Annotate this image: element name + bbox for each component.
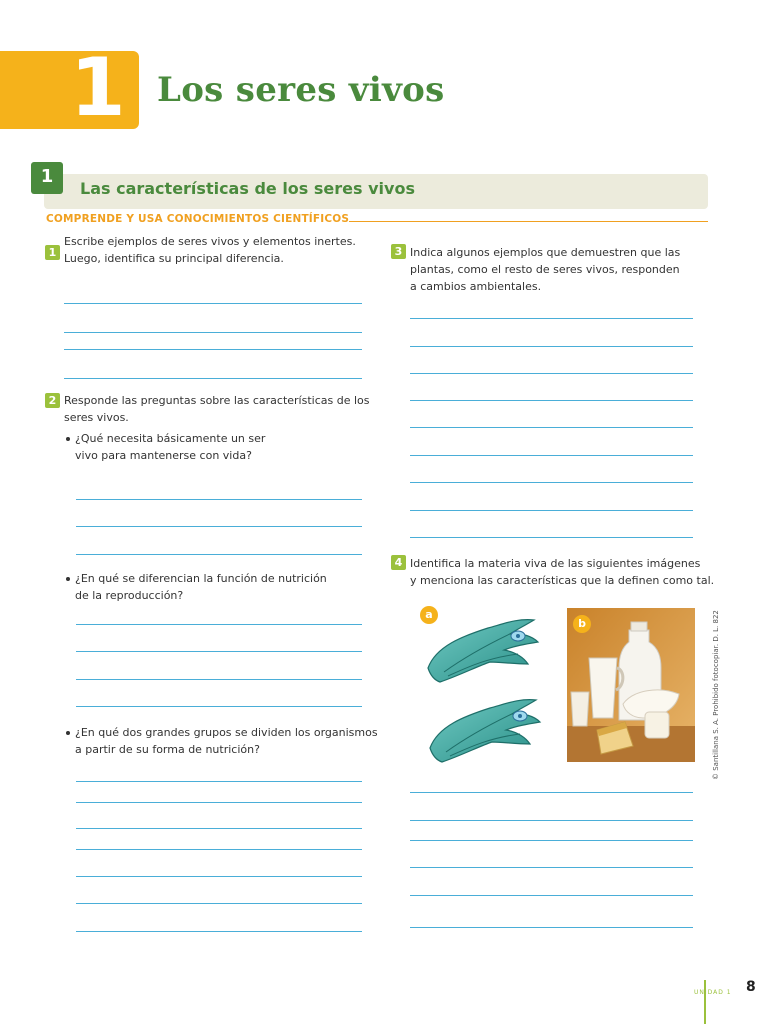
question-2-bullet-2 (75, 570, 327, 604)
question-3-line-3: a cambios ambientales. (410, 280, 542, 293)
answer-line[interactable] (76, 931, 362, 932)
answer-line[interactable] (410, 318, 693, 319)
answer-line[interactable] (76, 828, 362, 829)
question-1-badge: 1 (45, 245, 60, 260)
question-2-badge: 2 (45, 393, 60, 408)
question-3-badge: 3 (391, 244, 406, 259)
question-2-bullet-3 (75, 724, 378, 758)
answer-line[interactable] (410, 895, 693, 896)
footer-unit-label: UNIDAD 1 (694, 989, 732, 996)
answer-line[interactable] (410, 482, 693, 483)
footer-divider (704, 980, 706, 1024)
algae-cell (428, 620, 538, 682)
answer-line[interactable] (76, 781, 362, 782)
answer-line[interactable] (76, 903, 362, 904)
answer-line[interactable] (64, 303, 362, 304)
question-4-line-1: Identifica la materia viva de las siguientes imágenes (410, 557, 701, 570)
answer-line[interactable] (76, 679, 362, 680)
question-4-text (410, 555, 714, 589)
answer-line[interactable] (410, 346, 693, 347)
answer-line[interactable] (410, 373, 693, 374)
image-a-label: a (420, 606, 438, 624)
answer-line[interactable] (64, 349, 362, 350)
question-1-line-1: Escribe ejemplos de seres vivos y elementos inertes. (64, 235, 356, 248)
section-number-badge: 1 (31, 162, 63, 194)
chapter-title: Los seres vivos (157, 70, 445, 110)
answer-line[interactable] (410, 537, 693, 538)
answer-line[interactable] (410, 792, 693, 793)
answer-line[interactable] (76, 651, 362, 652)
answer-line[interactable] (76, 624, 362, 625)
chapter-number: 1 (70, 41, 126, 134)
answer-line[interactable] (76, 554, 362, 555)
answer-line[interactable] (410, 400, 693, 401)
bullet-line: ¿En qué dos grandes grupos se dividen los organismos (75, 726, 378, 739)
question-3-line-2: plantas, como el resto de seres vivos, responden (410, 263, 680, 276)
bullet-dot (66, 731, 70, 735)
answer-line[interactable] (410, 820, 693, 821)
answer-line[interactable] (64, 378, 362, 379)
copyright-notice: © Santillana S. A. Prohibido fotocopiar. D. L. 822 (712, 610, 720, 780)
bullet-line: ¿Qué necesita básicamente un ser (75, 432, 266, 445)
question-2-bullet-1 (75, 430, 265, 464)
bullet-dot (66, 437, 70, 441)
question-1-text (64, 233, 356, 267)
answer-line[interactable] (76, 499, 362, 500)
question-2-line-1: Responde las preguntas sobre las características de los (64, 394, 370, 407)
question-4-badge: 4 (391, 555, 406, 570)
answer-line[interactable] (76, 802, 362, 803)
answer-line[interactable] (410, 510, 693, 511)
page-number: 8 (746, 979, 756, 995)
answer-line[interactable] (410, 867, 693, 868)
bullet-dot (66, 577, 70, 581)
bullet-line: ¿En qué se diferencian la función de nutrición (75, 572, 327, 585)
competence-rule (46, 209, 708, 225)
answer-line[interactable] (410, 427, 693, 428)
answer-line[interactable] (76, 526, 362, 527)
algae-cell (430, 700, 540, 762)
bullet-line: de la reproducción? (75, 589, 184, 602)
answer-line[interactable] (76, 849, 362, 850)
answer-line[interactable] (76, 876, 362, 877)
question-2-text (64, 392, 370, 426)
answer-line[interactable] (410, 927, 693, 928)
competence-label: COMPRENDE Y USA CONOCIMIENTOS CIENTÍFICOS (46, 213, 350, 225)
answer-line[interactable] (410, 455, 693, 456)
bullet-line: vivo para mantenerse con vida? (75, 449, 252, 462)
spirogyra-algae-illustration (418, 606, 546, 764)
question-1-line-2: Luego, identifica su principal diferencia. (64, 252, 284, 265)
image-b-label: b (573, 615, 591, 633)
question-3-text (410, 244, 680, 295)
section-title: Las características de los seres vivos (80, 179, 415, 198)
answer-line[interactable] (76, 706, 362, 707)
question-2-line-2: seres vivos. (64, 411, 129, 424)
answer-line[interactable] (64, 332, 362, 333)
bullet-line: a partir de su forma de nutrición? (75, 743, 260, 756)
question-3-line-1: Indica algunos ejemplos que demuestren que las (410, 246, 681, 259)
question-4-line-2: y menciona las características que la definen como tal. (410, 574, 715, 587)
answer-line[interactable] (410, 840, 693, 841)
